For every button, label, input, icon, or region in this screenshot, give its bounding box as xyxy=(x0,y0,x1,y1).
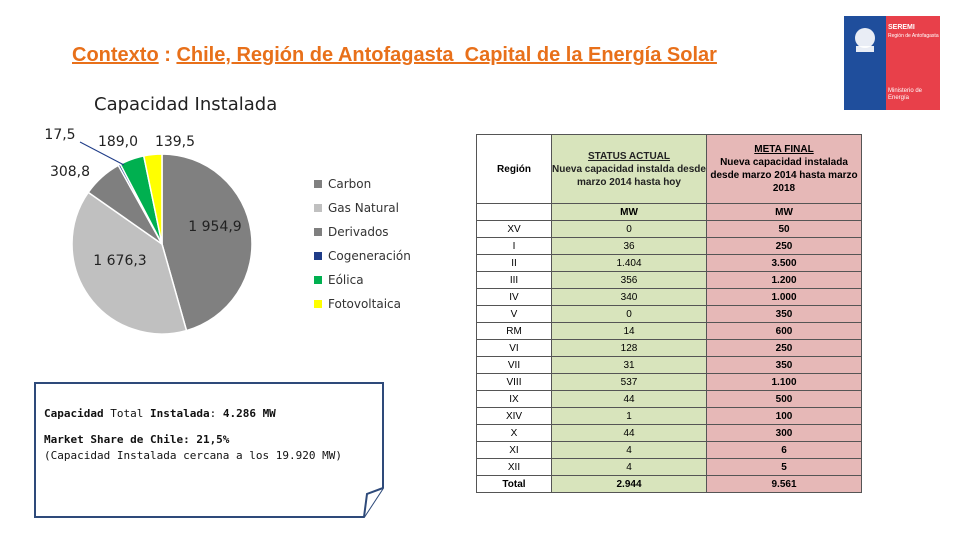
table-row xyxy=(477,408,862,425)
unit-row xyxy=(477,204,862,221)
region-cell: I xyxy=(477,238,552,255)
page-title xyxy=(72,44,717,67)
table-row xyxy=(477,306,862,323)
data-label-fotovoltaica: 139,5 xyxy=(154,134,196,150)
callout-text xyxy=(44,406,342,464)
region-cell: III xyxy=(477,272,552,289)
status-cell: 0 xyxy=(552,221,707,238)
table-row xyxy=(477,340,862,357)
status-cell: 31 xyxy=(552,357,707,374)
region-cell: VII xyxy=(477,357,552,374)
meta-header: META FINAL Nueva capacidad instalada desde marzo 2014 hasta marzo 2018 xyxy=(707,135,862,204)
chart-legend xyxy=(314,172,411,316)
legend-label: Cogeneración xyxy=(328,249,411,263)
legend-swatch xyxy=(314,228,322,236)
meta-cell: 350 xyxy=(707,306,862,323)
table-row xyxy=(477,391,862,408)
legend-item xyxy=(314,172,411,196)
legend-item xyxy=(314,268,411,292)
region-cell: X xyxy=(477,425,552,442)
legend-label: Fotovoltaica xyxy=(328,297,401,311)
meta-cell: 1.200 xyxy=(707,272,862,289)
legend-swatch xyxy=(314,276,322,284)
legend-swatch xyxy=(314,300,322,308)
region-cell: XV xyxy=(477,221,552,238)
legend-item xyxy=(314,244,411,268)
meta-cell: 350 xyxy=(707,357,862,374)
region-cell: V xyxy=(477,306,552,323)
region-cell: II xyxy=(477,255,552,272)
meta-cell: 1.100 xyxy=(707,374,862,391)
table-row xyxy=(477,442,862,459)
total-label: Total xyxy=(477,476,552,493)
data-label-carbon: 1 954,9 xyxy=(188,219,242,235)
info-callout xyxy=(34,382,382,518)
status-cell: 14 xyxy=(552,323,707,340)
status-header: STATUS ACTUAL Nueva capacidad instalda desde marzo 2014 hasta hoy xyxy=(552,135,707,204)
status-cell: 356 xyxy=(552,272,707,289)
meta-cell: 3.500 xyxy=(707,255,862,272)
table-row xyxy=(477,459,862,476)
legend-swatch xyxy=(314,252,322,260)
legend-label: Carbon xyxy=(328,177,372,191)
status-cell: 36 xyxy=(552,238,707,255)
meta-cell: 6 xyxy=(707,442,862,459)
table-row xyxy=(477,357,862,374)
meta-cell: 500 xyxy=(707,391,862,408)
table-header-row xyxy=(477,135,862,204)
data-label-e-lica: 189,0 xyxy=(97,134,139,150)
status-cell: 44 xyxy=(552,425,707,442)
meta-cell: 5 xyxy=(707,459,862,476)
status-cell: 44 xyxy=(552,391,707,408)
data-label-cogeneraci-n: 17,5 xyxy=(44,127,76,143)
title-separator: : xyxy=(158,44,177,66)
capacity-table xyxy=(476,134,862,493)
legend-label: Gas Natural xyxy=(328,201,399,215)
table-row xyxy=(477,255,862,272)
market-share-line: Market Share de Chile: 21,5% xyxy=(44,433,230,446)
region-header: Región xyxy=(477,135,552,204)
capacity-note: (Capacidad Instalada cercana a los 19.920 MW) xyxy=(44,449,343,462)
total-status: 2.944 xyxy=(552,476,707,493)
status-cell: 1 xyxy=(552,408,707,425)
region-cell: XI xyxy=(477,442,552,459)
region-cell: XII xyxy=(477,459,552,476)
status-cell: 0 xyxy=(552,306,707,323)
legend-label: Eólica xyxy=(328,273,364,287)
status-cell: 1.404 xyxy=(552,255,707,272)
legend-swatch xyxy=(314,180,322,188)
table-row xyxy=(477,374,862,391)
status-cell: 340 xyxy=(552,289,707,306)
meta-cell: 50 xyxy=(707,221,862,238)
meta-cell: 100 xyxy=(707,408,862,425)
region-cell: IX xyxy=(477,391,552,408)
table-row xyxy=(477,272,862,289)
table-row xyxy=(477,425,862,442)
meta-cell: 1.000 xyxy=(707,289,862,306)
chart-title: Capacidad Instalada xyxy=(94,94,278,115)
data-label-gas-natural: 1 676,3 xyxy=(93,253,147,269)
meta-cell: 600 xyxy=(707,323,862,340)
logo-text-top: SEREMI Región de Antofagasta xyxy=(888,24,939,39)
status-cell: 4 xyxy=(552,459,707,476)
table-row xyxy=(477,289,862,306)
title-subject: Chile, Región de Antofagasta Capital de la Energía Solar xyxy=(176,44,717,66)
status-cell: 128 xyxy=(552,340,707,357)
meta-unit: MW xyxy=(707,204,862,221)
meta-cell: 250 xyxy=(707,238,862,255)
meta-cell: 250 xyxy=(707,340,862,357)
table-row xyxy=(477,221,862,238)
meta-cell: 300 xyxy=(707,425,862,442)
seremi-logo xyxy=(844,16,940,110)
chile-coat-of-arms-icon xyxy=(844,16,886,110)
region-cell: IV xyxy=(477,289,552,306)
status-cell: 4 xyxy=(552,442,707,459)
logo-blue-panel xyxy=(844,16,886,110)
data-label-derivados: 308,8 xyxy=(49,164,91,180)
installed-capacity-line: Capacidad Total Instalada: 4.286 MW xyxy=(44,407,276,420)
legend-swatch xyxy=(314,204,322,212)
total-row xyxy=(477,476,862,493)
total-meta: 9.561 xyxy=(707,476,862,493)
region-cell: VI xyxy=(477,340,552,357)
legend-item xyxy=(314,292,411,316)
status-unit: MW xyxy=(552,204,707,221)
legend-item xyxy=(314,220,411,244)
region-cell: VIII xyxy=(477,374,552,391)
region-cell: XIV xyxy=(477,408,552,425)
table-row xyxy=(477,323,862,340)
legend-item xyxy=(314,196,411,220)
table-row xyxy=(477,238,862,255)
logo-text-bottom: Ministerio de Energía xyxy=(888,88,923,101)
title-contexto: Contexto xyxy=(72,44,159,66)
legend-label: Derivados xyxy=(328,225,389,239)
status-cell: 537 xyxy=(552,374,707,391)
pie-chart xyxy=(0,110,300,350)
region-cell: RM xyxy=(477,323,552,340)
